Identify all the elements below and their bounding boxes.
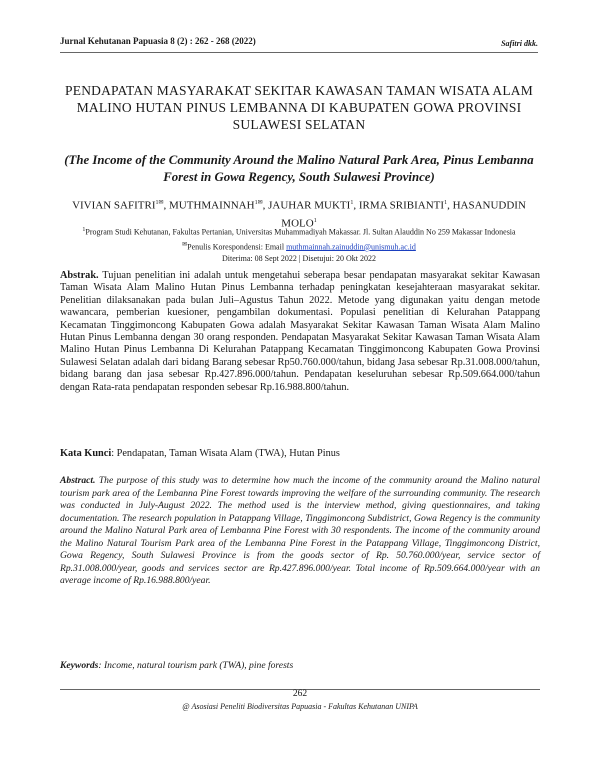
author-mark: 1 [444,200,448,206]
author-name: , JAUHAR MUKTI [262,199,351,212]
page-number: 262 [292,689,308,699]
running-author: Safitri dkk. [501,39,538,48]
author-name: , MUTHMAINNAH [163,199,255,212]
abstract-label: Abstract. [60,475,96,486]
abstrak-text: Tujuan penelitian ini adalah untuk mengetahui seberapa besar pendapatan masyarakat sekitar Kawasan Taman Wisata Alam Malino Hutan Pinus Lembanna terhadap peningkatan kesejahteraan masyarakat sekitar. Penelitian dilaksanakan pada bulan Juli–Agustus Tahun 2022. Metode yang digunakan yaitu dengan metode wawancara, pemberian kuesioner, pengambilan dokumentasi. Populasi penelitian di Kelurahan Patappang Kecamatan Tinggimoncong Kabupaten Gowa adalah Masyarakat Sekitar Kawasan Taman Wisata Alam Malino Hutan Pinus Lembanna dengan 30 orang responden. Pendapatan Masyarakat Sekitar Kawasan Taman Wisata Alam Malino Hutan Pinus Lembanna Di Kelurahan Patappang Kecamatan Tinggimoncong Kabupaten Gowa Provinsi Sulawesi Selatan adalah dari bidang Barang sebesar Rp50.760.000/tahun, bidang Jasa sebesar Rp.31.008.000/tahun, bidang barang dan jasa sebesar Rp.427.896.000/tahun. Pendapatan keseluruhan sebesar Rp.509.664.000/tahun dengan Rata-rata pendapatan responden sebesar Rp.16.988.800/tahun. [60,270,540,393]
author-mark: 1 [313,217,317,224]
keywords-label: Keywords [60,660,99,671]
paper-title-english: (The Income of the Community Around the Malino Natural Park Area, Pinus Lembanna Forest in Gowa Regency, South Sulawesi Province) [64,153,534,184]
paper-title: PENDAPATAN MASYARAKAT SEKITAR KAWASAN TAMAN WISATA ALAM MALINO HUTAN PINUS LEMBANNA DI KABUPATEN GOWA PROVINSI SULAWESI SELATAN [65,83,533,132]
abstract-paragraph [60,475,540,588]
header-divider [60,52,538,53]
kata-kunci-label: Kata Kunci [60,448,112,459]
author-mark: 1✉ [254,200,263,206]
received-accepted-dates: Diterima: 08 Sept 2022 | Disetujui: 20 Okt 2022 [221,254,377,264]
abstract-text: The purpose of this study was to determine how much the income of the community around the Malino natural tourism park area of the Lembanna Pine Forest towards improving the welfare of the surrounding community. The research was conducted in July-August 2022. The method used is the interview method, giving questionnaires, and taking documentation. The research population in Patappang Village, Tinggimoncong Subdistrict, Gowa Regency is the community around the Malino Natural Park area of Lembanna Pine Forest with 30 respondents. The income of the community around the Malino Natural Tourism Park area of the Lembanna Pine Forest in the Patappang Village, Tinggimoncong District, Gowa Regency, South Sulawesi Province is from the goods sector of Rp. 50.760.000/year, service sector of Rp.31.008.000/year, goods and services sector are Rp.427.896.000/year. Total income of Rp.509.664.000/year with an average income of Rp.16.988.800/year. [60,475,540,586]
corresponding-author: ✉Penulis Korespondensi: Email muthmainnah.zainuddin@unismuh.ac.id [182,241,416,252]
author-mark: 1 [350,200,354,206]
email-link[interactable]: muthmainnah.zainuddin@unismuh.ac.id [286,242,416,252]
kata-kunci-text: : Pendapatan, Taman Wisata Alam (TWA), Hutan Pinus [111,448,340,459]
affiliation-block [60,224,538,265]
kata-kunci [60,447,540,460]
journal-citation: Jurnal Kehutanan Papuasia 8 (2) : 262 - 268 (2022) [60,36,256,46]
affiliation: $^1$Program Studi Kehutanan, Fakultas Pertanian, Universitas Muhammadiyah Makassar. Jl. Sultan Alauddin No 259 Makassar Indonesia [82,227,516,237]
author-name: VIVIAN SAFITRI [72,199,156,212]
abstrak-label: Abstrak. [60,270,99,281]
keywords-text: : Income, natural tourism park (TWA), pine forests [98,660,294,671]
abstrak-paragraph [60,270,540,394]
author-name: , IRMA SRIBIANTI [353,199,445,212]
author-name: , HASANUDDIN MOLO [281,199,526,230]
footer-copyright: @ Asosiasi Peneliti Biodiversitas Papuasia - Fakultas Kehutanan UNIPA [182,702,418,711]
author-mark: 1✉ [155,200,164,206]
keywords [60,660,540,672]
